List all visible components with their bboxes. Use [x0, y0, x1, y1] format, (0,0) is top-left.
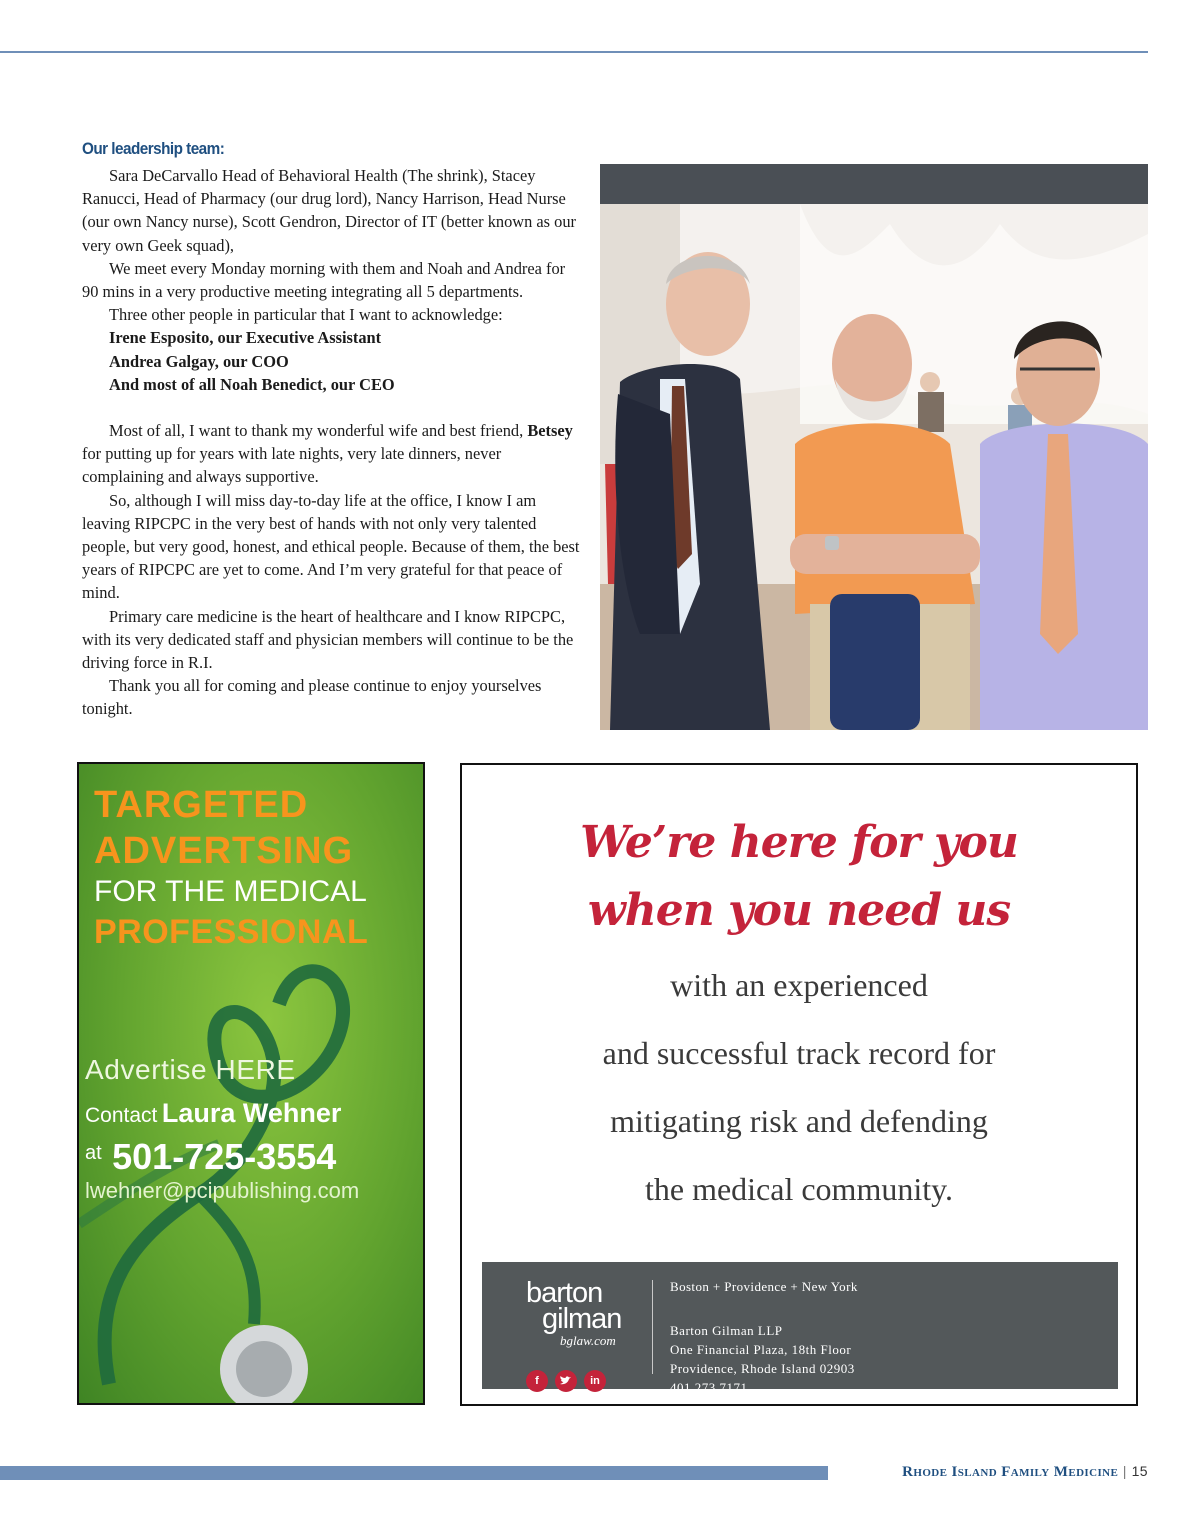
- facebook-icon[interactable]: f: [526, 1370, 548, 1392]
- acknowledgement-line: Irene Esposito, our Executive Assistant: [109, 328, 382, 348]
- contact-label: Contact: [85, 1104, 158, 1127]
- address-line: Providence, Rhode Island 02903: [670, 1361, 855, 1376]
- page-footer: [902, 1463, 1148, 1481]
- thanks-text: for putting up for years with late nights, very late dinners, never complaining and always supportive.: [82, 444, 502, 487]
- event-photo: [600, 164, 1148, 730]
- ad-subtitle-emphasis: PROFESSIONAL: [94, 913, 369, 951]
- office-cities: Boston + Providence + New York: [670, 1279, 858, 1294]
- article-paragraph: Thank you all for coming and please continue to enjoy yourselves tonight.: [82, 676, 542, 719]
- ad-title-line: TARGETED: [94, 784, 309, 826]
- wife-name: Betsey: [527, 421, 573, 441]
- contact-line: [85, 1098, 341, 1129]
- article-paragraph: Primary care medicine is the heart of healthcare and I know RIPCPC, with its very dedicated staff and physician members will continue to be the driving force in R.I.: [82, 606, 574, 673]
- article-paragraph: [82, 419, 582, 489]
- acknowledgement-line: Andrea Galgay, our COO: [109, 351, 289, 371]
- phone-number[interactable]: 501-725-3554: [112, 1136, 337, 1177]
- firm-name: Barton Gilman LLP: [670, 1323, 783, 1338]
- footer-separator: |: [1123, 1464, 1127, 1480]
- article-paragraph: We meet every Monday morning with them and Noah and Andrea for 90 mins in a very productive meeting integrating all 5 departments.: [82, 258, 566, 302]
- article-paragraph: So, although I will miss day-to-day life at the office, I know I am leaving RIPCPC in the very best of hands with not only very talented people, but very good, honest, and ethical people. Because of them, the best years of RIPCPC are yet to come. And I’m very grateful for that peace of mind.: [82, 490, 580, 603]
- footer-bar: [0, 1466, 828, 1480]
- article-paragraph: Three other people in particular that I want to acknowledge:: [109, 305, 503, 325]
- barton-gilman-ad[interactable]: [460, 763, 1138, 1406]
- email-link[interactable]: lwehner@pcipublishing.com: [85, 1178, 360, 1203]
- phone-line: [85, 1136, 336, 1178]
- at-label: at: [85, 1142, 102, 1164]
- ad-body-line: with an experienced: [670, 967, 928, 1003]
- article-body: [82, 164, 582, 721]
- firm-info-panel: [482, 1262, 1118, 1395]
- firm-phone[interactable]: 401.273.7171: [670, 1380, 748, 1395]
- event-photo-illustration: [600, 164, 1148, 730]
- ad-headline: We’re here for you: [580, 817, 1018, 868]
- twitter-icon[interactable]: [555, 1370, 577, 1392]
- social-links: [526, 1370, 606, 1392]
- contact-name: Laura Wehner: [161, 1098, 342, 1128]
- publication-name: Rhode Island Family Medicine: [902, 1464, 1119, 1480]
- firm-address: [670, 1321, 855, 1397]
- ad-subtitle: FOR THE MEDICAL: [94, 875, 367, 908]
- article-paragraph: Sara DeCarvallo Head of Behavioral Health (The shrink), Stacey Ranucci, Head of Pharmacy (our drug lord), Nancy Harrison, Head Nurse (our own Nancy nurse), Scott Gendron, Director of IT (better known as our very own Geek squad),: [82, 166, 577, 255]
- thanks-text: Most of all, I want to thank my wonderful wife and best friend,: [109, 421, 528, 441]
- acknowledgement-line: And most of all Noah Benedict, our CEO: [109, 374, 395, 394]
- ad-title: [94, 782, 353, 874]
- ad-body-line: and successful track record for: [602, 1035, 996, 1071]
- address-line: One Financial Plaza, 18th Floor: [670, 1342, 852, 1357]
- ad-title-line: ADVERTSING: [94, 830, 354, 872]
- article-heading: Our leadership team:: [82, 139, 225, 158]
- firm-logo-gilman: gilman: [542, 1303, 622, 1335]
- ad-body-line: mitigating risk and defending: [610, 1103, 988, 1139]
- firm-logo-barton: barton: [526, 1277, 603, 1309]
- top-rule: [0, 51, 1148, 53]
- ad-headline: when you need us: [587, 885, 1011, 936]
- panel-divider: [652, 1280, 653, 1374]
- targeted-advertising-ad[interactable]: [77, 762, 425, 1405]
- linkedin-icon[interactable]: in: [584, 1370, 606, 1392]
- paragraph-spacer: [82, 396, 582, 419]
- page-number: 15: [1131, 1463, 1148, 1479]
- advertise-here-text: Advertise HERE: [85, 1054, 296, 1085]
- ad-body-line: the medical community.: [644, 1171, 954, 1207]
- firm-website[interactable]: bglaw.com: [560, 1333, 616, 1348]
